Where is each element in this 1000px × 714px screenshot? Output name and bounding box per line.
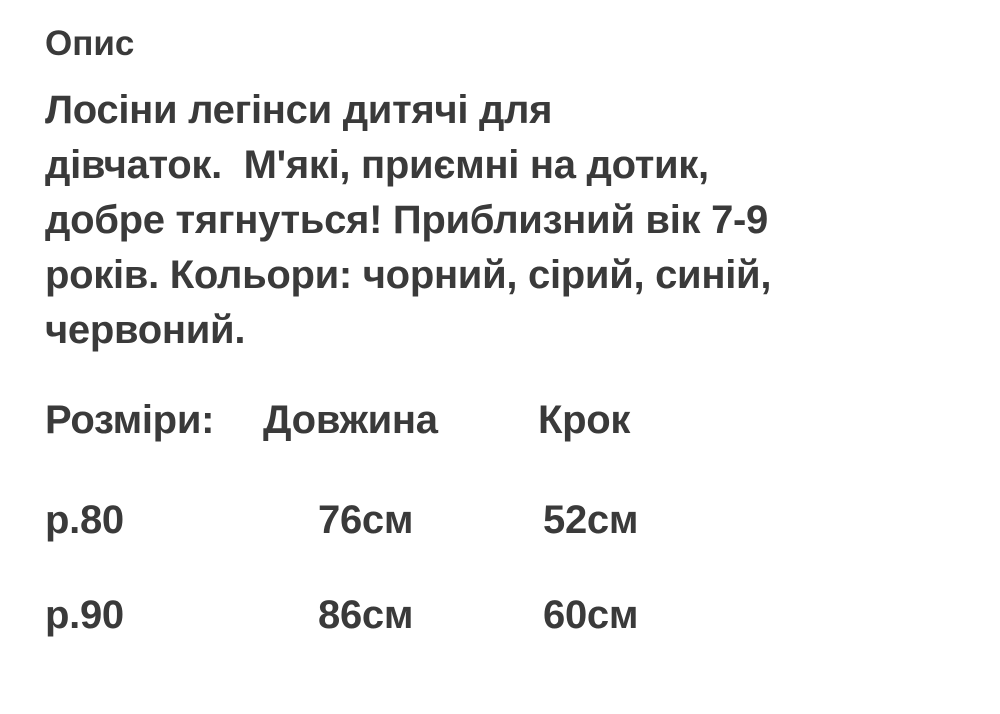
size-value: р.80 [45,498,124,542]
product-description [45,83,771,358]
column-header-length: Довжина [263,398,438,442]
column-header-step: Крок [538,398,631,442]
section-title: Опис [45,24,135,64]
size-table-header [0,393,1000,448]
description-line: добре тягнуться! Приблизний вік 7-9 [45,198,768,242]
step-value: 52см [543,498,639,542]
description-line: років. Кольори: чорний, сірий, синій, [45,253,772,297]
description-line: дівчаток. М'які, приємні на дотик, [45,143,709,187]
size-value: р.90 [45,593,124,637]
step-value: 60см [543,593,639,637]
description-line: Лосіни легінси дитячі для [45,88,553,132]
description-line: червоний. [45,308,246,352]
length-value: 76см [318,498,414,542]
size-table-row [0,493,1000,548]
length-value: 86см [318,593,414,637]
size-table-row [0,588,1000,643]
size-table-label: Розміри: [45,398,215,442]
